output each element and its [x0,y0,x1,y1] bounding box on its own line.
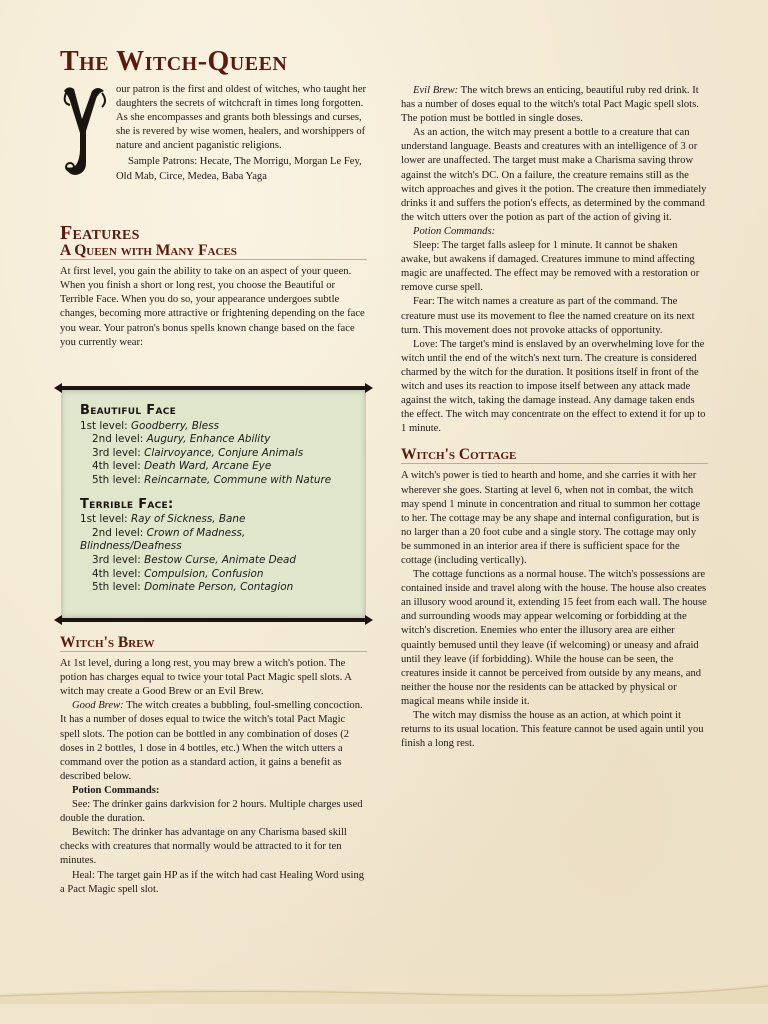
dropcap-ornament-icon [58,83,110,179]
sidebar-corner-icon [54,615,62,625]
sidebar-corner-icon [365,615,373,625]
beautiful-face-heading: Beautiful Face [80,403,177,418]
right-column [401,84,708,751]
command-love: Love: The target's mind is enslaved by an overwhelming love for the witch until the end of the witch's next turn. The creature is considered charmed by the witch for the duration. It positions itself in front of the witch and uses its reaction to impose itself between any attack made against the witch, taking the damage instead. Any damage taken ends the effect. The witch may concentrate on the effect to extend it for up to 1 minute. [401,338,706,435]
brew-intro: At 1st level, during a long rest, you may brew a witch's potion. The potion has charges equal to twice your total Pact Magic spell slots. A witch may create a Good Brew or an Evil Brew. [60,658,352,698]
spell-line: 1st level: Goodberry, Bless [80,419,220,432]
sample-patrons: Sample Patrons: Hecate, The Morrigu, Morgan Le Fey, Old Mab, Circe, Medea, Baba Yaga [116,156,362,182]
page-title: The Witch-Queen [60,46,288,77]
cottage-p2: The cottage functions as a normal house. The witch's possessions are contained inside and travel along with the house. The house also creates an illusory wood around it, extending 15 feet from each wall. The house and surrounding woods may appear welcoming or forbidding at the witch's discretion. Enemies who enter the illusory area are either quaintly bemused until they leave (if welcoming) or uneasy and afraid until they leave (if forbidding). While the house can be seen, the creatures inside it cannot be perceived from outside by any means, and neither the house nor the residents can be attacked by physical or magical means while inside it. [401,569,707,707]
witch-brew-heading: Witch's Brew [60,636,367,652]
spell-line: 4th level: Death Ward, Arcane Eye [92,460,272,473]
intro-text: our patron is the first and oldest of witches, who taught her daughters the secrets of witchcraft in times long forgotten. As she encompasses and grants both blessings and curses, she is revered by wise women, healers, and worshippers of nature and ancient paganistic religions. [116,84,367,152]
command-heal: Heal: The target gain HP as if the witch had cast Healing Word using a Pact Magic spell slot. [60,869,365,895]
intro-section [60,83,367,184]
potion-commands-label: Potion Commands: [72,784,160,796]
good-brew-text: Good Brew: The witch creates a bubbling, foul-smelling concoction. It has a number of doses equal to twice the witch's total Pact Magic spell slots. The potion can be bottled in any combination of doses (2 doses in 2 bottles, 1 dose in 4 bottles, etc.) When the witch utters a command over the potion as a standard action, it gains a benefit as described below. [60,700,363,782]
cottage-p3: The witch may dismiss the house as an action, at which point it returns to its usual location. This feature cannot be used again until you finish a long rest. [401,710,704,750]
command-bewitch: Bewitch: The drinker has advantage on any Charisma based skill checks with creatures that normally would be attracted to it for ten minutes. [60,827,347,867]
witch-cottage-heading: Witch's Cottage [401,448,708,464]
features-text: At first level, you gain the ability to take on an aspect of your queen. When you finish a short or long rest, you choose the Beautiful or Terrible Face. When you do so, your appearance undergoes subtle changes, becoming more attractive or frightening depending on the face you wear. Your patron's bonus spells known change based on the face you currently wear: [60,266,365,348]
witch-brew-section [60,636,367,897]
spell-line: 2nd level: Crown of Madness, [92,526,246,539]
sidebar-content [80,404,357,595]
command-fear: Fear: The witch names a creature as part of the command. The creature must use its movement to flee the named creature on its next turn. This movement does not provoke attacks of opportunity. [401,296,695,336]
spell-line: 1st level: Ray of Sickness, Bane [80,513,246,526]
command-sleep: Sleep: The target falls asleep for 1 minute. It cannot be shaken awake, but awakens if damaged. Creatures immune to mind affecting magic are unaffected. The effect may be removed with a restoration or remove curse spell. [401,240,700,294]
sidebar-top-bar [60,386,367,390]
bonus-spells-sidebar [60,386,367,622]
spell-line: 2nd level: Augury, Enhance Ability [92,433,271,446]
features-heading: Features [60,222,140,244]
spell-line: 3rd level: Clairvoyance, Conjure Animals [92,446,304,459]
command-see: See: The drinker gains darkvision for 2 hours. Multiple charges used double the duration. [60,799,363,825]
spell-line: 5th level: Reincarnate, Commune with Nature [92,473,332,486]
evil-brew-action: As an action, the witch may present a bottle to a creature that can understand language. Beasts and creatures with an intelligence of 3 or lower are unaffected. The target must make a Charisma saving throw against the witch's DC. On a failure, the creature remains still as the witch approaches and gives it the potion. The creature then immediately drinks it and suffers the potion's effects, as determined by the command the witch utters over the potion as part of the action of giving it. [401,127,707,223]
queen-many-faces-heading: A Queen with Many Faces [60,244,367,260]
evil-brew-text: Evil Brew: The witch brews an enticing, beautiful ruby red drink. It has a number of doses equal to the witch's total Pact Magic spell slots. The potion must be bottled in single doses. [401,85,699,125]
spell-line-cont: Blindness/Deafness [80,540,182,553]
sidebar-corner-icon [365,383,373,393]
features-section [60,222,367,350]
spell-line: 4th level: Compulsion, Confusion [92,567,264,580]
dropcap-y [58,83,110,179]
sidebar-corner-icon [54,383,62,393]
sidebar-bottom-bar [60,618,367,622]
spell-line: 5th level: Dominate Person, Contagion [92,581,294,594]
cottage-p1: A witch's power is tied to hearth and home, and she carries it with her wherever she goes. Starting at level 6, when not in combat, the witch may spend 1 minute in concentration and ritual to summon her cottage to her. The cottage may be any shape and internal configuration, but is no larger than a 20 foot cube and a single story. The cottage may only be summoned in an interior area if there is sufficient space for the cottage (including vertically). [401,470,701,566]
footer-swoosh-icon [0,980,768,1004]
page-footer-ornament [0,980,768,1004]
terrible-face-heading: Terrible Face: [80,496,174,512]
spell-line: 3rd level: Bestow Curse, Animate Dead [92,553,297,566]
evil-commands-label: Potion Commands: [413,225,496,237]
